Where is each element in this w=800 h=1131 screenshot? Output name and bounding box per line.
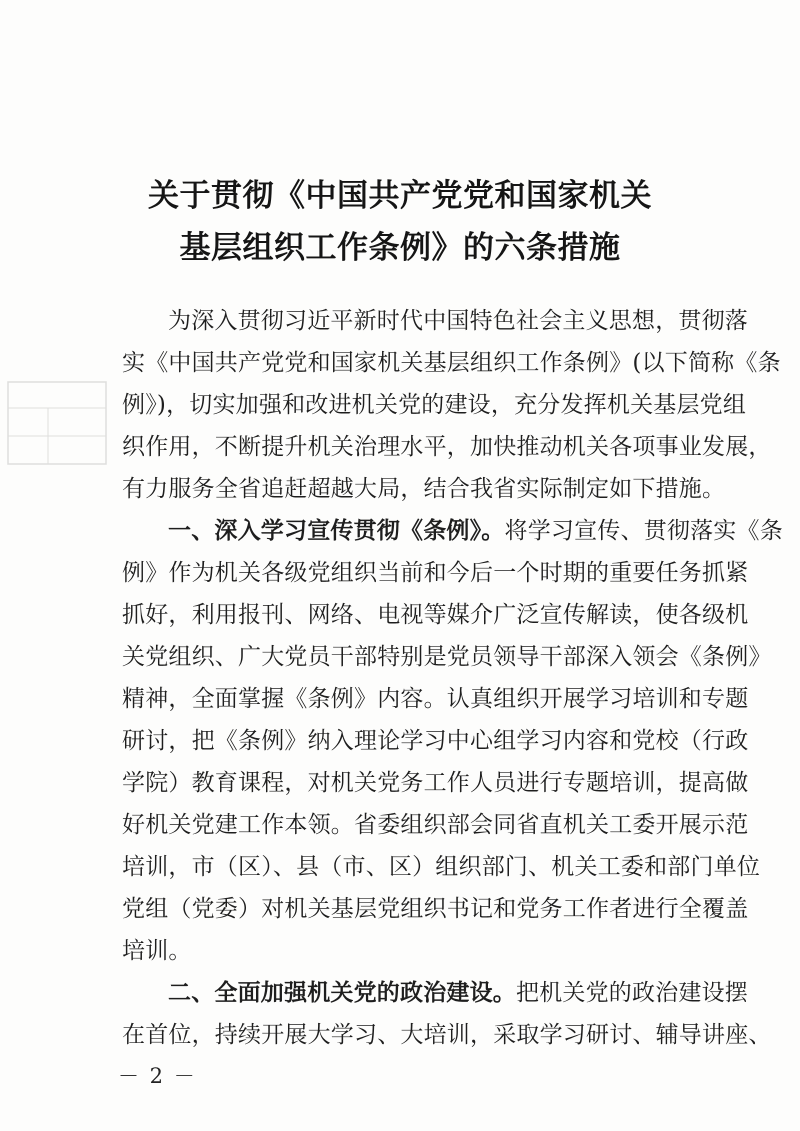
paragraph-line: 织作用，不断提升机关治理水平，加快推动机关各项事业发展， xyxy=(122,434,772,460)
paragraph-line: 研讨，把《条例》纳入理论学习中心组学习内容和党校（行政 xyxy=(122,728,749,754)
paragraph-line: 为深入贯彻习近平新时代中国特色社会主义思想，贯彻落 xyxy=(168,308,748,334)
section-2-first-line xyxy=(168,978,748,1008)
section-2-heading: 二、全面加强机关党的政治建设。 xyxy=(168,980,516,1006)
paragraph-line: 精神，全面掌握《条例》内容。认真组织开展学习培训和专题 xyxy=(122,686,749,712)
paragraph-line: 例》)，切实加强和改进机关党的建设，充分发挥机关基层党组 xyxy=(122,392,747,418)
paragraph-line: 学院）教育课程，对机关党务工作人员进行专题培训，提高做 xyxy=(122,770,749,796)
paragraph-line: 党组（党委）对机关基层党组织书记和党务工作者进行全覆盖 xyxy=(122,896,749,922)
paragraph-line: 关党组织、广大党员干部特别是党员领导干部深入领会《条例》 xyxy=(122,644,772,670)
document-title-line-1: 关于贯彻《中国共产党党和国家机关 xyxy=(148,178,652,214)
page-number: － 2 － xyxy=(118,1064,197,1088)
section-1-heading: 一、深入学习宣传贯彻《条例》。 xyxy=(168,518,505,544)
section-2-text: 把机关党的政治建设摆 xyxy=(516,980,748,1006)
paragraph-line: 例》作为机关各级党组织当前和今后一个时期的重要任务抓紧 xyxy=(122,560,749,586)
section-1-first-line xyxy=(168,516,783,546)
paragraph-line: 实《中国共产党党和国家机关基层组织工作条例》(以下简称《条 xyxy=(122,350,781,376)
section-1-text: 将学习宣传、贯彻落实《条 xyxy=(504,518,783,544)
paragraph-line: 培训。 xyxy=(122,938,192,964)
paragraph-line: 好机关党建工作本领。省委组织部会同省直机关工委开展示范 xyxy=(122,812,749,838)
paragraph-line: 在首位，持续开展大学习、大培训，采取学习研讨、辅导讲座、 xyxy=(122,1022,772,1048)
paragraph-line: 培训，市（区）、县（市、区）组织部门、机关工委和部门单位 xyxy=(122,854,761,880)
paragraph-line: 抓好，利用报刊、网络、电视等媒介广泛宣传解读，使各级机 xyxy=(122,602,749,628)
document-title-line-2: 基层组织工作条例》的六条措施 xyxy=(179,230,621,266)
paragraph-line: 有力服务全省追赶超越大局，结合我省实际制定如下措施。 xyxy=(122,476,726,502)
faded-stamp-bleedthrough xyxy=(0,376,112,471)
